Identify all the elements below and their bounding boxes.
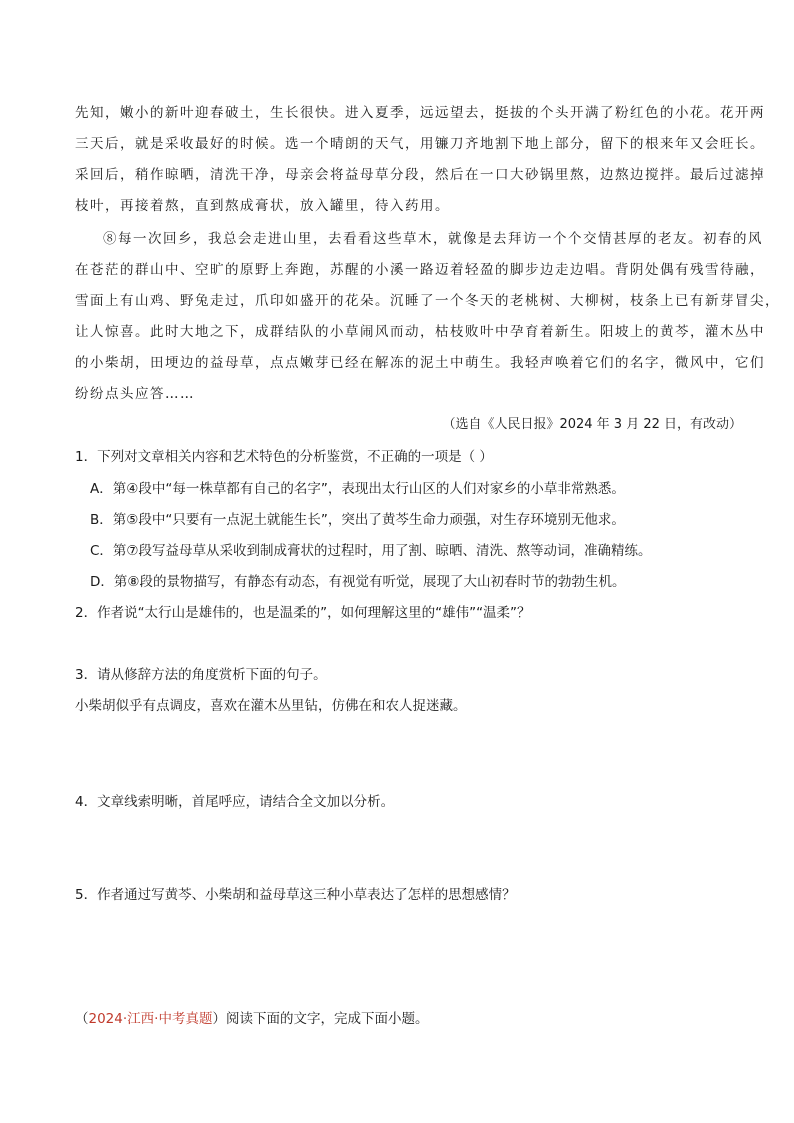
question-1-option-c: C．第⑦段写益母草从采收到制成膏状的过程时，用了割、晾晒、清洗、熬等动词，准确精练。 <box>90 543 652 559</box>
question-2: 2．作者说“太行山是雄伟的，也是温柔的”，如何理解这里的“雄伟”“温柔”？ <box>75 605 531 621</box>
passage-line: 纷纷点头应答…… <box>75 386 195 402</box>
passage-line: 采回后，稍作晾晒，清洗干净，母亲会将益母草分段，然后在一口大砂锅里熬，边熬边搅拌。最后过滤掉 <box>75 167 765 183</box>
passage-line: 的小柴胡，田埂边的益母草，点点嫩芽已经在解冻的泥土中萌生。我轻声唤着它们的名字，微风中，它们 <box>75 355 765 371</box>
passage-line: 先知，嫩小的新叶迎春破土，生长很快。进入夏季，远远望去，挺拔的个头开满了粉红色的小花。花开两 <box>75 105 765 121</box>
source-citation: （选自《人民日报》2024 年 3 月 22 日，有改动） <box>442 417 742 432</box>
passage-line: 在苍茫的群山中、空旷的原野上奔跑，苏醒的小溪一路迈着轻盈的脚步边走边唱。背阴处偶有残雪待融， <box>75 262 765 278</box>
exam-note-instruction: ）阅读下面的文字，完成下面小题。 <box>212 1011 429 1027</box>
question-5: 5．作者通过写黄芩、小柴胡和益母草这三种小草表达了怎样的思想感情？ <box>75 887 516 903</box>
question-1-option-a: A．第④段中“每一株草都有自己的名字”，表现出太行山区的人们对家乡的小草非常熟悉。 <box>90 481 625 497</box>
passage-line: ⑧每一次回乡，我总会走进山里，去看看这些草木，就像是去拜访一个个交情甚厚的老友。初春的风 <box>103 231 763 247</box>
question-3-sentence: 小柴胡似乎有点调皮，喜欢在灌木丛里钻，仿佛在和农人捉迷藏。 <box>75 698 467 714</box>
question-1-stem: 1．下列对文章相关内容和艺术特色的分析鉴赏，不正确的一项是（ ） <box>75 449 493 465</box>
passage-line: 枝叶，再接着熬，直到熬成膏状，放入罐里，待入药用。 <box>75 198 450 214</box>
question-3: 3．请从修辞方法的角度赏析下面的句子。 <box>75 667 327 683</box>
passage-line: 雪面上有山鸡、野兔走过，爪印如盛开的花朵。沉睡了一个冬天的老桃树、大柳树，枝条上已有新芽冒尖， <box>75 293 780 309</box>
passage-line: 三天后，就是采收最好的时候。选一个晴朗的天气，用镰刀齐地割下地上部分，留下的根来年又会旺长。 <box>75 136 765 152</box>
question-1-option-b: B．第⑤段中“只要有一点泥土就能生长”，突出了黄芩生命力顽强，对生存环境别无他求。 <box>90 512 625 528</box>
question-4: 4．文章线索明晰，首尾呼应，请结合全文加以分析。 <box>75 794 395 810</box>
question-1-option-d: D．第⑧段的景物描写，有静态有动态，有视觉有听觉，展现了大山初春时节的勃勃生机。 <box>90 574 626 590</box>
exam-source-tag: 2024·江西·中考真题 <box>88 1011 213 1027</box>
exam-source-note <box>75 1007 428 1027</box>
exam-note-open: （ <box>75 1011 89 1027</box>
passage-line: 让人惊喜。此时大地之下，成群结队的小草闹风而动，枯枝败叶中孕育着新生。阳坡上的黄芩，灌木丛中 <box>75 324 765 340</box>
